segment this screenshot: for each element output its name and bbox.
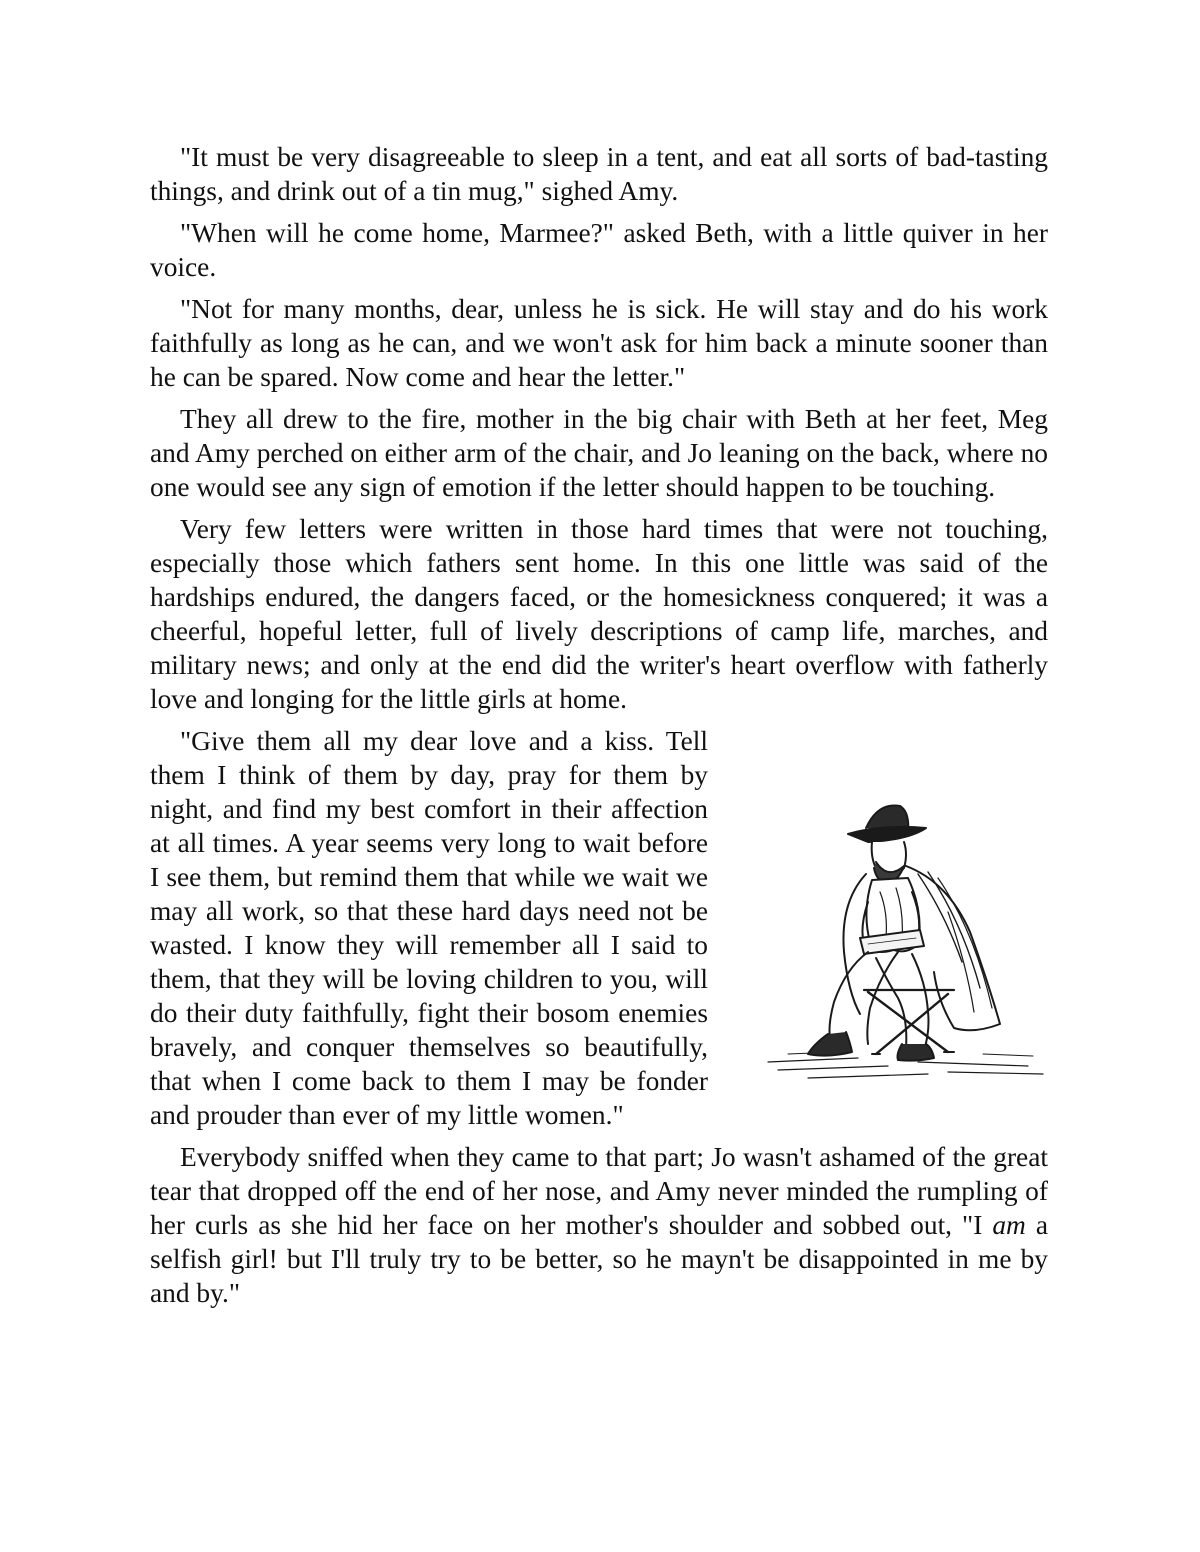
final-text-emphasis: am bbox=[992, 1210, 1026, 1240]
paragraph-letters: Very few letters were written in those hard times that were not touching, especially those which fathers sent home. In this one little was said of the hardships endured, the dangers faced, or the homesickness conquered; it was a cheerful, hopeful letter, full of lively descriptions of camp life, marches, and military news; and only at the end did the writer's heart overflow with fatherly love and longing for the little girls at home. bbox=[150, 514, 1048, 714]
paragraph-fathers-letter: "Give them all my dear love and a kiss. Tell them I think of them by day, pray for them by night, and find my best comfort in their affection at all times. A year seems very long to wait before I see them, but remind them that while we wait we may all work, so that these hard days need not be wasted. I know they will remember all I said to them, that they will be loving children to you, will do their duty faithfully, fight their bosom enemies bravely, and conquer themselves so beautifully, that when I come back to them I may be fonder and prouder than ever of my little women." bbox=[150, 726, 708, 1130]
final-text-after: a selfish girl! but I'll truly try to be better, so he mayn't be disappointed in me by and by." bbox=[150, 1210, 1048, 1308]
illustration-soldier-writing bbox=[748, 762, 1048, 1092]
paragraph-everybody-sniffed bbox=[150, 1140, 1048, 1310]
paragraph-amy-tent: "It must be very disagreeable to sleep in a tent, and eat all sorts of bad-tasting things, and drink out of a tin mug," sighed Amy. bbox=[150, 142, 1048, 206]
final-text-before: Everybody sniffed when they came to that part; Jo wasn't ashamed of the great tear that dropped off the end of her nose, and Amy never minded the rumpling of her curls as she hid her face on her mother's shoulder and sobbed out, "I bbox=[150, 1142, 1048, 1240]
soldier-reading-letter-illustration bbox=[748, 762, 1048, 1092]
paragraph-beth-question: "When will he come home, Marmee?" asked Beth, with a little quiver in her voice. bbox=[150, 218, 1048, 282]
paragraph-marmee-answer: "Not for many months, dear, unless he is sick. He will stay and do his work faithfully as long as he can, and we won't ask for him back a minute sooner than he can be spared. Now come and hear the letter." bbox=[150, 294, 1048, 392]
letter-section bbox=[150, 724, 1048, 1140]
book-page bbox=[150, 140, 1048, 1318]
paragraph-fireside: They all drew to the fire, mother in the big chair with Beth at her feet, Meg and Amy perched on either arm of the chair, and Jo leaning on the back, where no one would see any sign of emotion if the letter should happen to be touching. bbox=[150, 404, 1048, 502]
